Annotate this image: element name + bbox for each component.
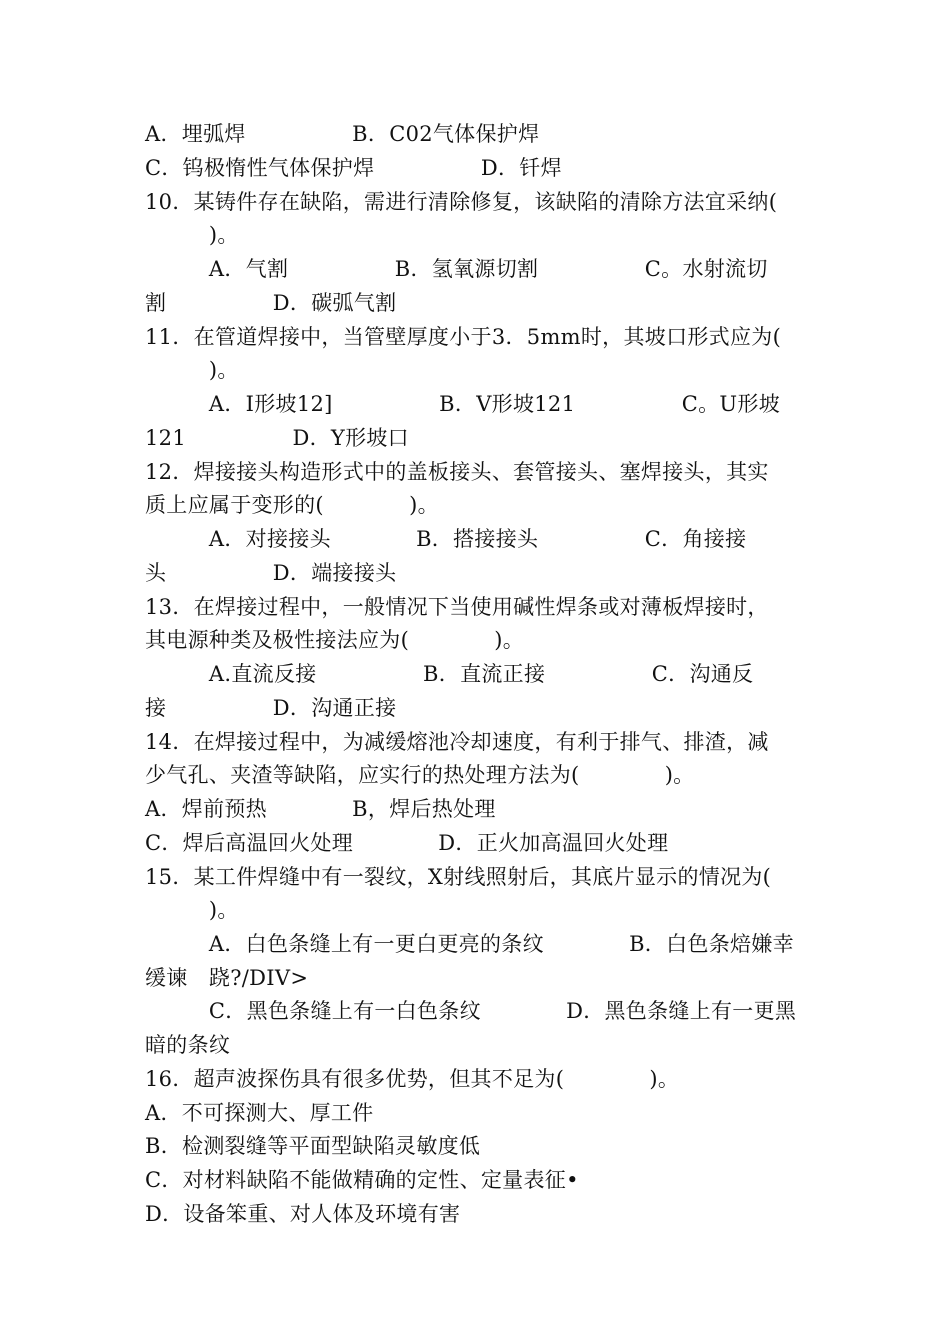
text-line: D．设备笨重、对人体及环境有害 bbox=[145, 1202, 461, 1226]
text-line: C．焊后高温回火处理 D．正火加高温回火处理 bbox=[145, 831, 669, 855]
text-line: A．气割 B．氢氧源切割 C。水射流切 bbox=[145, 257, 768, 281]
text-line: 15．某工件焊缝中有一裂纹，X射线照射后，其底片显示的情况为( bbox=[145, 865, 772, 889]
text-line: 12．焊接接头构造形式中的盖板接头、套管接头、塞焊接头，其实 bbox=[145, 460, 769, 484]
text-line: 割 D．碳弧气割 bbox=[145, 291, 397, 315]
text-line: A．不可探测大、厚工件 bbox=[145, 1101, 374, 1125]
text-line: A．焊前预热 B，焊后热处理 bbox=[145, 797, 496, 821]
text-line: A．白色条缝上有一更白更亮的条纹 B．白色条焙嫌幸 bbox=[145, 932, 794, 956]
text-line: A.直流反接 B．直流正接 C．沟通反 bbox=[145, 662, 754, 686]
text-line: A．I形坡12] B．V形坡121 C。U形坡 bbox=[145, 392, 781, 416]
text-line: 暗的条纹 bbox=[145, 1033, 231, 1057]
text-line: )。 bbox=[145, 223, 239, 247]
text-line: B．检测裂缝等平面型缺陷灵敏度低 bbox=[145, 1134, 481, 1158]
text-line: 16．超声波探伤具有很多优势，但其不足为( )。 bbox=[145, 1067, 680, 1091]
text-line: 质上应属于变形的( )。 bbox=[145, 493, 439, 517]
text-line: A．对接接头 B．搭接接头 C．角接接 bbox=[145, 527, 747, 551]
text-line: 缓谏 跷?/DIV> bbox=[145, 966, 309, 990]
text-line: 头 D．端接接头 bbox=[145, 561, 397, 585]
text-line: 13．在焊接过程中，一般情况下当使用碱性焊条或对薄板焊接时， bbox=[145, 595, 769, 619]
text-line: 14．在焊接过程中，为减缓熔池冷却速度，有利于排气、排渣，减 bbox=[145, 730, 769, 754]
text-line: C．钨极惰性气体保护焊 D．钎焊 bbox=[145, 156, 562, 180]
text-line: 121 D．Y形坡口 bbox=[145, 426, 409, 450]
text-line: 11．在管道焊接中，当管壁厚度小于3．5mm时，其坡口形式应为( bbox=[145, 325, 782, 349]
text-line: C．黑色条缝上有一白色条纹 D．黑色条缝上有一更黑 bbox=[145, 999, 797, 1023]
text-line: 接 D．沟通正接 bbox=[145, 696, 397, 720]
text-line: )。 bbox=[145, 898, 239, 922]
text-line: C．对材料缺陷不能做精确的定性、定量表征• bbox=[145, 1168, 579, 1192]
text-line: 少气孔、夹渣等缺陷，应实行的热处理方法为( )。 bbox=[145, 763, 695, 787]
text-line: A．埋弧焊 B．C02气体保护焊 bbox=[145, 122, 540, 146]
text-line: 其电源种类及极性接法应为( )。 bbox=[145, 628, 525, 652]
text-line: 10．某铸件存在缺陷，需进行清除修复，该缺陷的清除方法宜采纳( bbox=[145, 190, 778, 214]
text-line: )。 bbox=[145, 358, 239, 382]
